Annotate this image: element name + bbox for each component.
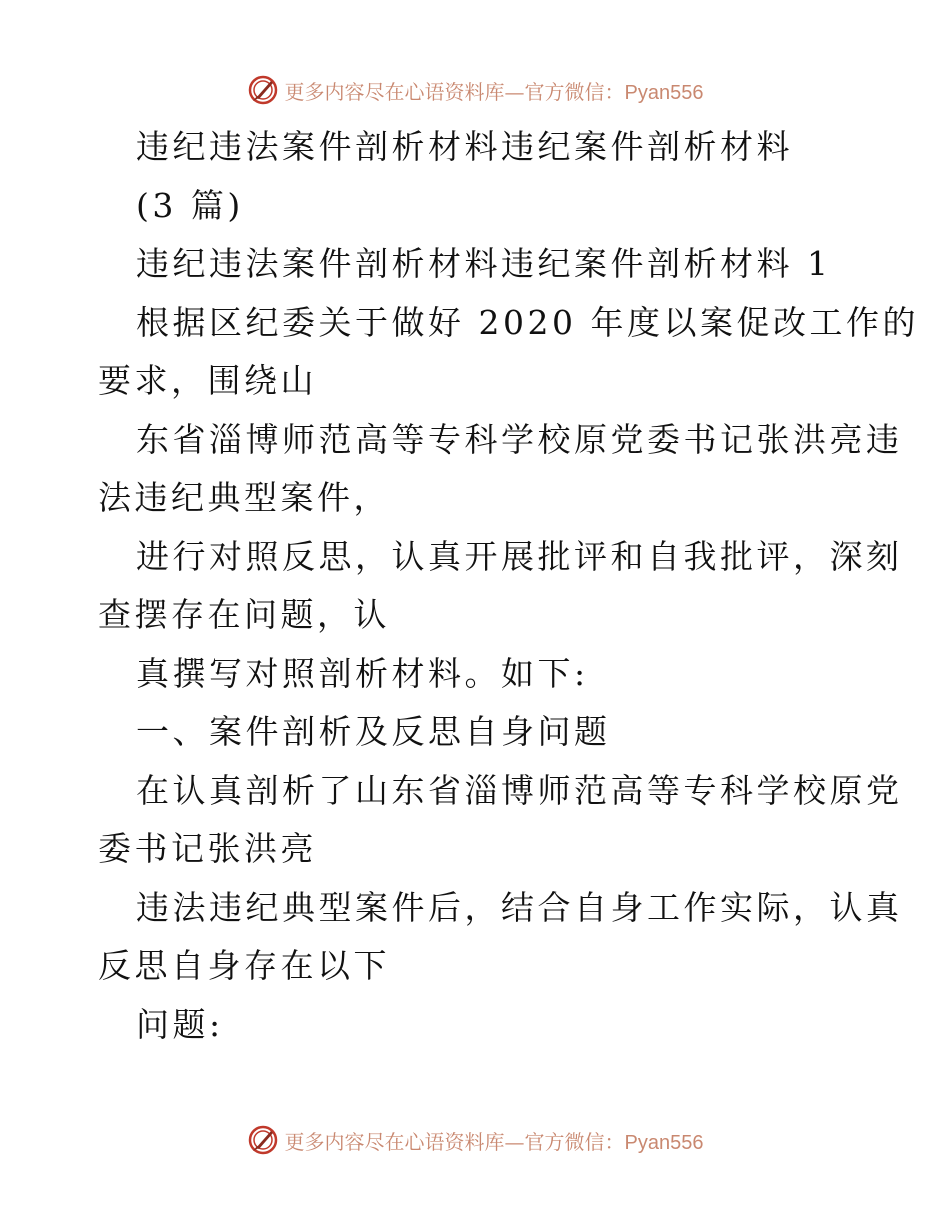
quill-logo-icon [247,1124,279,1156]
text-line: 反思自身存在以下 [98,946,390,985]
wechat-id: Pyan556 [624,81,704,104]
text-line: 违法违纪典型案件后，结合自身工作实际，认真 [136,887,903,927]
wechat-id: Pyan556 [624,1131,704,1154]
text-line: 违纪违法案件剖析材料违纪案件剖析材料 [136,127,793,166]
text-line: (3 篇) [136,185,244,225]
header-banner [0,70,950,110]
text-line: 问题: [136,1004,224,1044]
text-line: 根据区纪委关于做好 2020 年度以案促改工作的 [136,302,919,342]
footer-banner [0,1120,950,1160]
text-line: 要求，围绕山 [98,361,317,400]
text-line: 查摆存在问题，认 [98,595,390,634]
text-line: 真撰写对照剖析材料。如下: [136,653,589,693]
text-line: 在认真剖析了山东省淄博师范高等专科学校原党 [136,770,903,810]
quill-logo-icon [247,74,279,106]
document-body [98,118,919,1054]
text-line: 东省淄博师范高等专科学校原党委书记张洪亮违 [136,419,903,459]
text-line: 法违纪典型案件， [98,478,390,517]
banner-text: 更多内容尽在心语资料库—官方微信：Pyan556 [284,79,704,104]
text-line: 违纪违法案件剖析材料违纪案件剖析材料 1 [136,244,832,283]
text-line: 委书记张洪亮 [98,829,317,868]
banner-text: 更多内容尽在心语资料库—官方微信：Pyan556 [284,1129,704,1154]
text-line: 进行对照反思，认真开展批评和自我批评，深刻 [136,536,903,576]
text-line: 一、案件剖析及反思自身问题 [136,712,611,751]
